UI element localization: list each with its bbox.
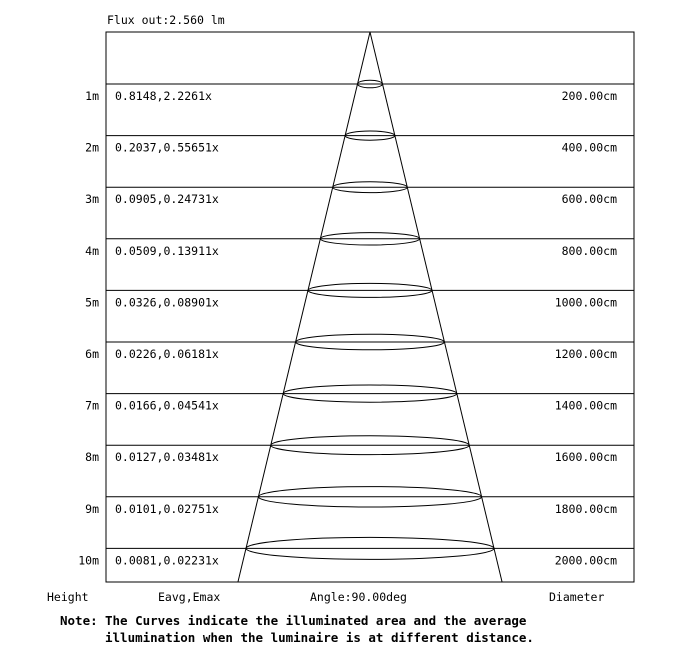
row-values-label: 0.0127,0.03481x: [115, 450, 219, 465]
row-height-label: 7m: [85, 398, 99, 413]
row-diameter-label: 1400.00cm: [554, 398, 617, 413]
row-diameter-label: 600.00cm: [561, 192, 617, 207]
cone-left-edge: [238, 32, 370, 582]
row-diameter-label: 200.00cm: [561, 89, 617, 103]
row-diameter-label: 800.00cm: [561, 243, 617, 258]
row-diameter-label: 1000.00cm: [554, 295, 617, 310]
row-values-label: 0.0081,0.02231x: [115, 553, 219, 568]
row-values-label: 0.0101,0.02751x: [115, 501, 219, 516]
row-height-label: 5m: [85, 295, 99, 310]
row-diameter-label: 1800.00cm: [554, 501, 617, 516]
row-diameter-label: 400.00cm: [561, 140, 617, 155]
row-height-label: 8m: [85, 450, 99, 465]
note-line-1: The Curves indicate the illuminated area and the average: [105, 613, 527, 628]
eavg-emax-column-label: Eavg,Emax: [158, 590, 221, 604]
cone-right-edge: [370, 32, 502, 582]
row-values-label: 0.0905,0.24731x: [115, 192, 219, 207]
note-line-2: illumination when the luminaire is at different distance.: [105, 630, 534, 645]
row-height-label: 4m: [85, 243, 99, 258]
row-diameter-label: 1200.00cm: [554, 347, 617, 361]
row-values-label: 0.2037,0.55651x: [115, 140, 219, 155]
row-values-label: 0.8148,2.2261x: [115, 89, 212, 103]
row-height-label: 6m: [85, 347, 99, 361]
row-labels: [78, 89, 617, 567]
row-height-label: 9m: [85, 501, 99, 516]
note-label: Note:: [60, 613, 98, 628]
diameter-column-label: Diameter: [549, 590, 605, 604]
row-values-label: 0.0509,0.13911x: [115, 243, 219, 258]
angle-label: Angle:90.00deg: [310, 590, 407, 604]
row-diameter-label: 2000.00cm: [554, 553, 617, 568]
row-values-label: 0.0226,0.06181x: [115, 347, 219, 361]
height-column-label: Height: [47, 590, 89, 604]
row-height-label: 2m: [85, 140, 99, 155]
row-values-label: 0.0326,0.08901x: [115, 295, 219, 310]
flux-title: Flux out:2.560 lm: [107, 13, 225, 27]
row-diameter-label: 1600.00cm: [554, 450, 617, 465]
light-cone: [238, 32, 502, 582]
row-values-label: 0.0166,0.04541x: [115, 398, 219, 413]
illumination-ellipses: [246, 80, 494, 559]
row-height-label: 3m: [85, 192, 99, 207]
row-height-label: 1m: [85, 89, 99, 103]
row-height-label: 10m: [78, 553, 99, 568]
